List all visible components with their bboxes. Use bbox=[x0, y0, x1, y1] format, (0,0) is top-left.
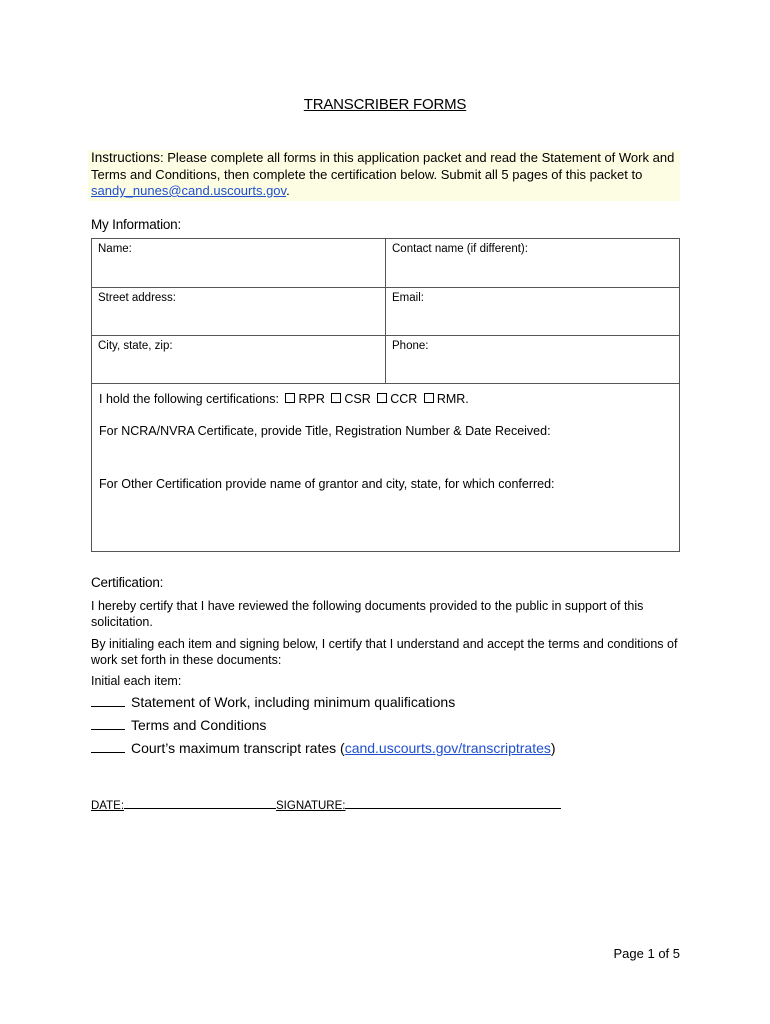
signature-field[interactable] bbox=[345, 796, 561, 809]
instructions-tail: . bbox=[286, 183, 290, 198]
initial-item-statement-of-work bbox=[91, 694, 455, 710]
initial-blank[interactable] bbox=[91, 694, 125, 707]
certification-heading: Certification: bbox=[91, 575, 164, 590]
signature-label: SIGNATURE: bbox=[276, 800, 346, 812]
city-state-zip-cell[interactable] bbox=[92, 336, 386, 384]
item-label: Terms and Conditions bbox=[131, 717, 267, 733]
certification-paragraph-2: By initialing each item and signing below, I certify that I understand and accept the terms and conditions of work set forth in these documents: bbox=[91, 637, 678, 667]
instructions-block bbox=[88, 150, 680, 201]
other-certification-prompt: For Other Certification provide name of grantor and city, state, for which conferred: bbox=[99, 477, 555, 491]
name-label: Name: bbox=[98, 243, 132, 255]
street-address-cell[interactable] bbox=[92, 288, 386, 336]
initial-blank[interactable] bbox=[91, 717, 125, 730]
rmr-label: RMR. bbox=[436, 392, 469, 406]
certifications-cell bbox=[92, 384, 680, 552]
street-address-label: Street address: bbox=[98, 292, 176, 304]
ccr-label: CCR bbox=[390, 392, 418, 406]
phone-cell[interactable] bbox=[386, 336, 680, 384]
page-number: Page 1 of 5 bbox=[613, 946, 680, 961]
city-state-zip-label: City, state, zip: bbox=[98, 340, 173, 352]
ncra-prompt: For NCRA/NVRA Certificate, provide Title, Registration Number & Date Received: bbox=[99, 424, 551, 438]
my-information-heading: My Information: bbox=[91, 217, 182, 232]
name-cell[interactable] bbox=[92, 239, 386, 288]
date-label: DATE: bbox=[91, 800, 125, 812]
item-label: Court’s maximum transcript rates ( bbox=[131, 740, 345, 756]
item-tail: ) bbox=[550, 740, 556, 756]
csr-label: CSR bbox=[344, 392, 371, 406]
email-cell[interactable] bbox=[386, 288, 680, 336]
initial-item-transcript-rates bbox=[91, 740, 556, 756]
rmr-checkbox[interactable] bbox=[424, 393, 434, 403]
rpr-checkbox[interactable] bbox=[285, 393, 295, 403]
email-label: Email: bbox=[392, 292, 424, 304]
item-label: Statement of Work, including minimum qualifications bbox=[131, 694, 456, 710]
contact-name-label: Contact name (if different): bbox=[392, 243, 528, 255]
signature-row bbox=[91, 796, 561, 812]
instructions-text: : Please complete all forms in this application packet and read the Statement of Work and Terms and Conditions, then complete the certification below. Submit all 5 pages of this packet to bbox=[91, 150, 675, 182]
date-field[interactable] bbox=[124, 796, 276, 809]
initial-item-terms bbox=[91, 717, 266, 733]
initial-each-item-label: Initial each item: bbox=[91, 674, 182, 688]
page-title: TRANSCRIBER FORMS bbox=[303, 96, 467, 113]
phone-label: Phone: bbox=[392, 340, 429, 352]
certifications-line bbox=[99, 392, 469, 406]
initial-blank[interactable] bbox=[91, 740, 125, 753]
certification-paragraph-1: I hereby certify that I have reviewed the following documents provided to the public in support of this solicitation. bbox=[91, 599, 644, 629]
certifications-prefix: I hold the following certifications: bbox=[99, 392, 279, 406]
instructions-lead: Instructions bbox=[91, 150, 161, 165]
ccr-checkbox[interactable] bbox=[377, 393, 387, 403]
contact-email-link[interactable]: sandy_nunes@cand.uscourts.gov bbox=[91, 183, 287, 198]
transcript-rates-link[interactable]: cand.uscourts.gov/transcriptrates bbox=[344, 740, 551, 756]
my-information-table bbox=[91, 238, 680, 552]
csr-checkbox[interactable] bbox=[331, 393, 341, 403]
rpr-label: RPR bbox=[298, 392, 325, 406]
contact-name-cell[interactable] bbox=[386, 239, 680, 288]
